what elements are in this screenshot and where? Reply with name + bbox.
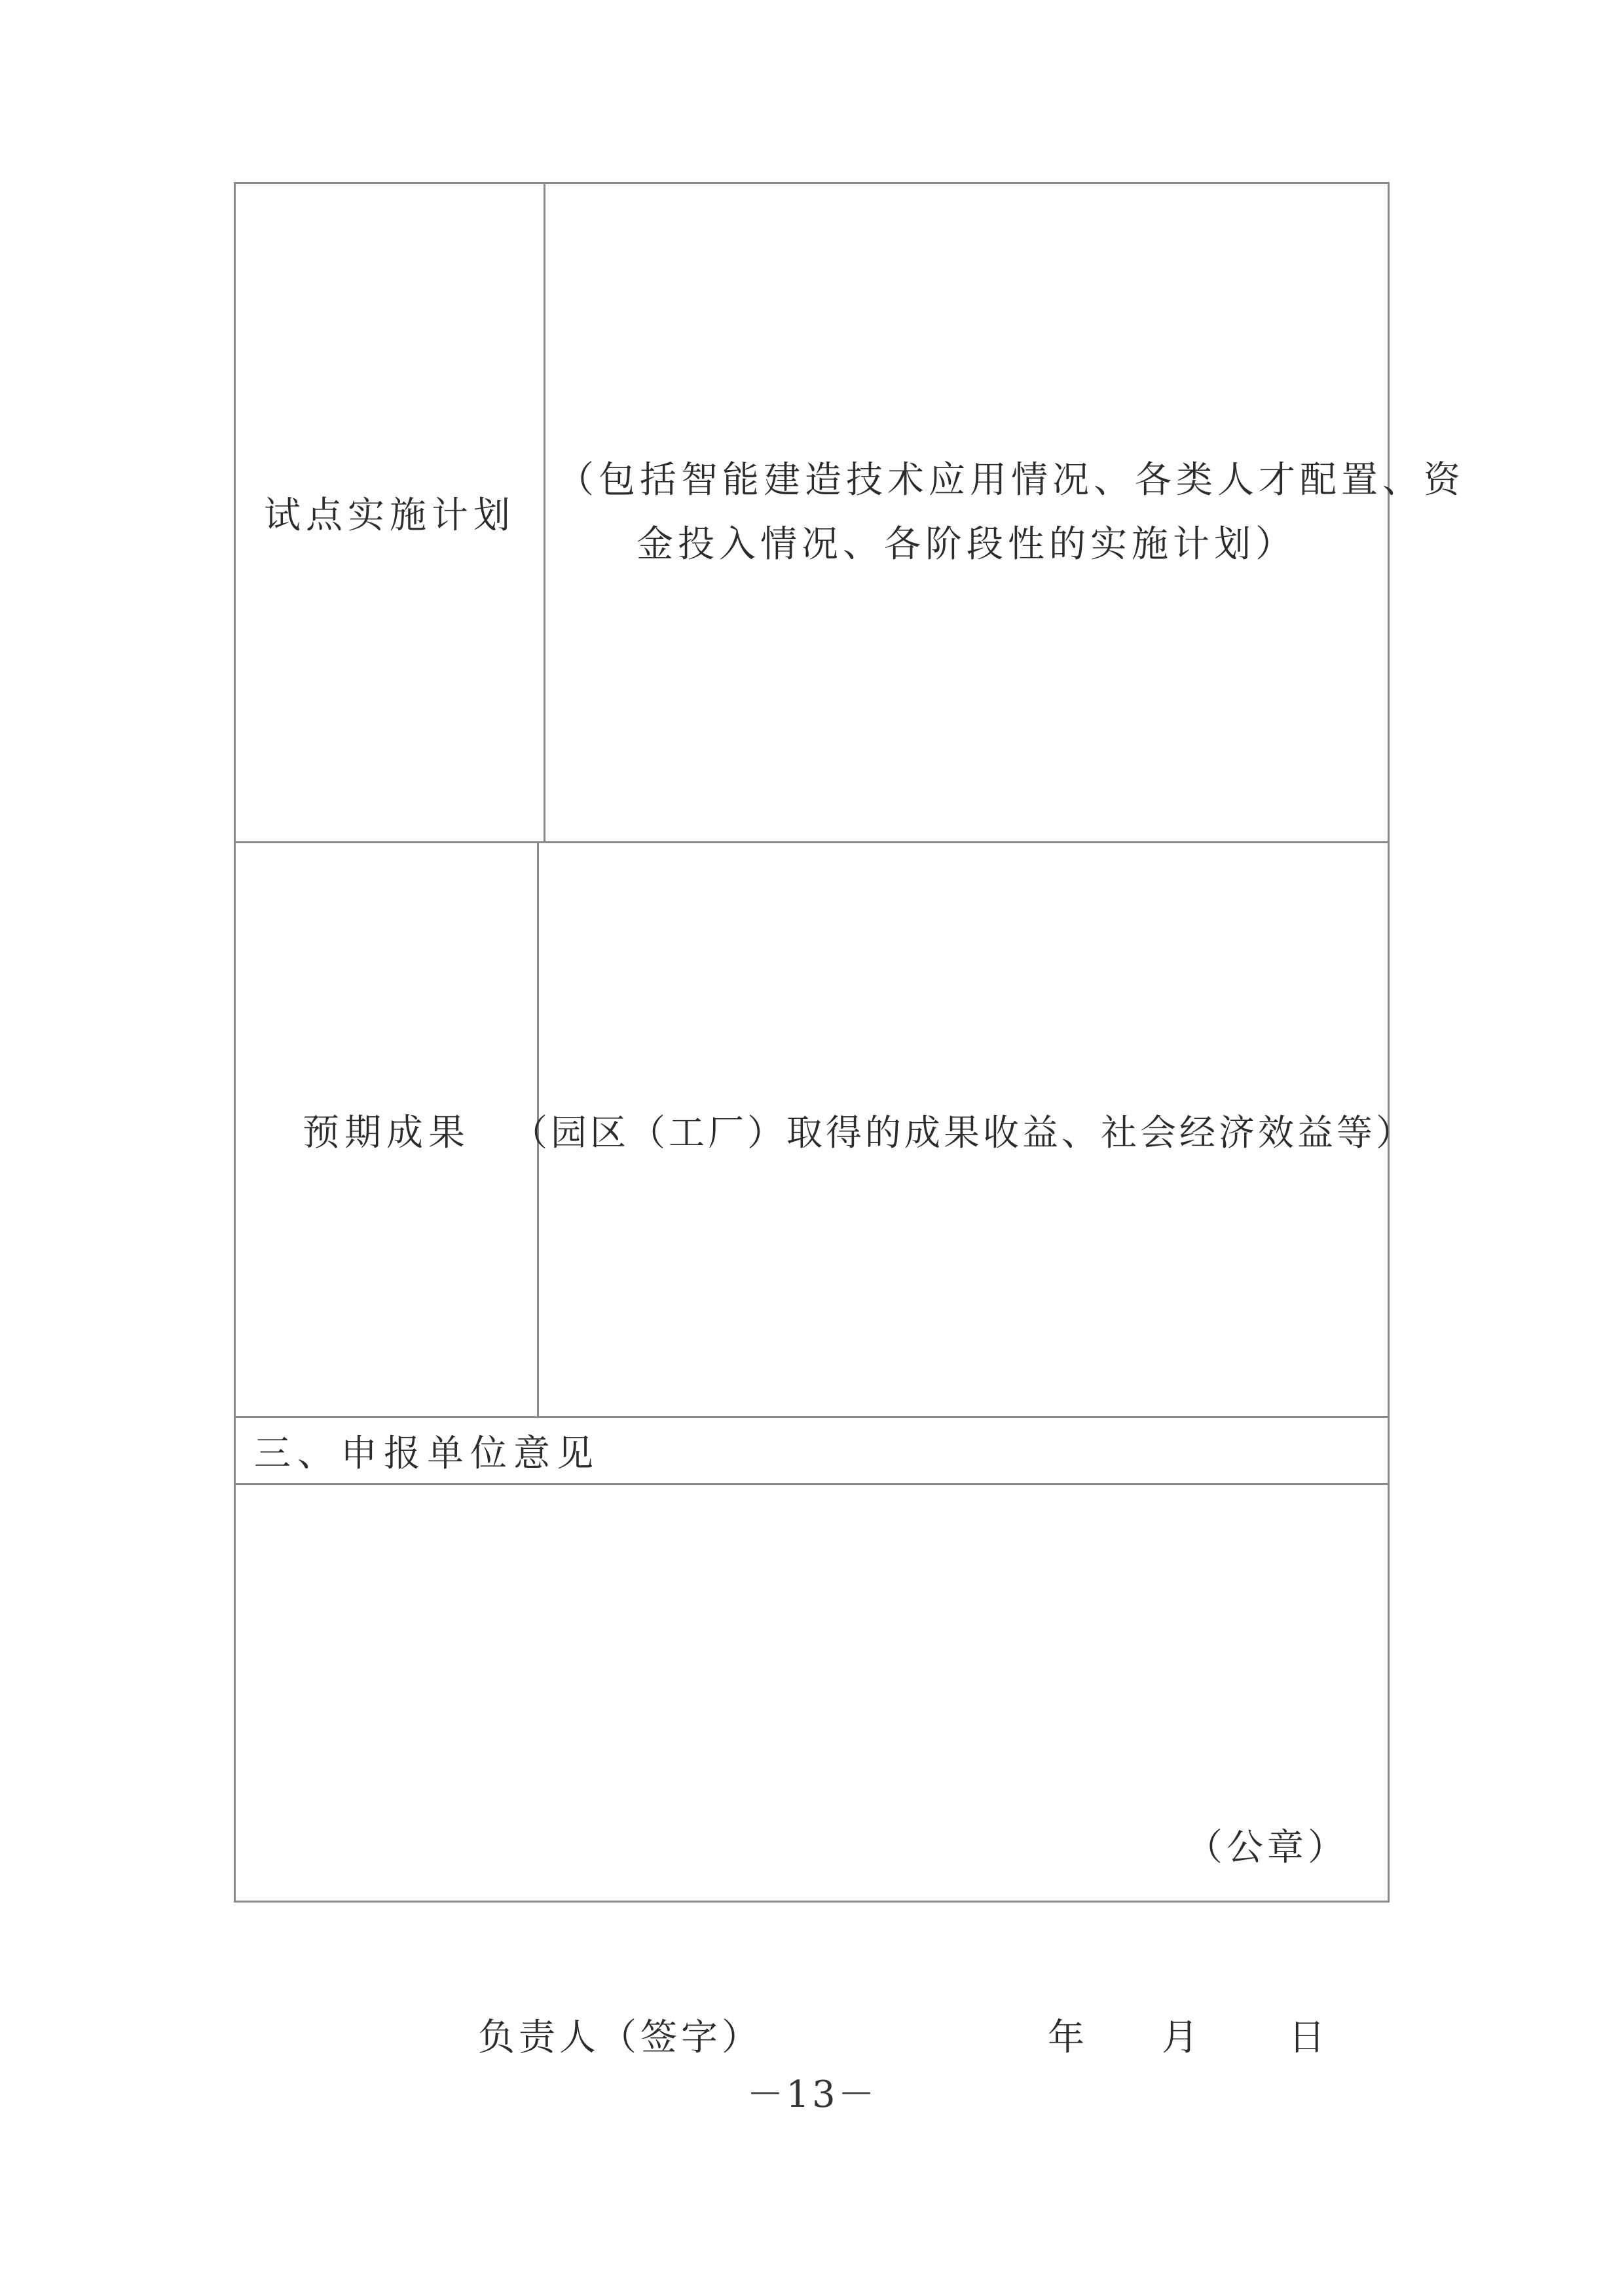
plan-note-line-1: （包括智能建造技术应用情况、各类人才配置、资 (557, 459, 1465, 501)
date-day-label: 日 (1288, 2016, 1325, 2059)
date-month-label: 月 (1161, 2016, 1198, 2059)
plan-note-line-2: 金投入情况、各阶段性的实施计划） (637, 523, 1297, 566)
plan-label-cell (236, 184, 545, 843)
application-form-table (234, 182, 1465, 2059)
date-line (1048, 2009, 1325, 2061)
results-label: 预期成果 (303, 1111, 470, 1154)
signature-label: 负责人（签字） (478, 2016, 762, 2059)
date-year-label: 年 (1048, 2016, 1084, 2059)
plan-content-cell[interactable] (545, 184, 1465, 843)
page-number: －13－ (747, 2073, 877, 2116)
results-label-cell (236, 843, 539, 1418)
opinion-section-title: 三、申报单位意见 (254, 1432, 600, 1475)
plan-note (557, 448, 1465, 577)
seal-note: （公章） (1186, 1827, 1348, 1869)
results-content-cell[interactable] (511, 843, 1416, 1418)
plan-label: 试点实施计划 (264, 494, 515, 537)
results-note: （园区（工厂）取得的成果收益、社会经济效益等） (511, 1112, 1416, 1154)
opinion-header-cell (236, 1418, 1388, 1485)
opinion-body-cell[interactable] (236, 1485, 1388, 2059)
